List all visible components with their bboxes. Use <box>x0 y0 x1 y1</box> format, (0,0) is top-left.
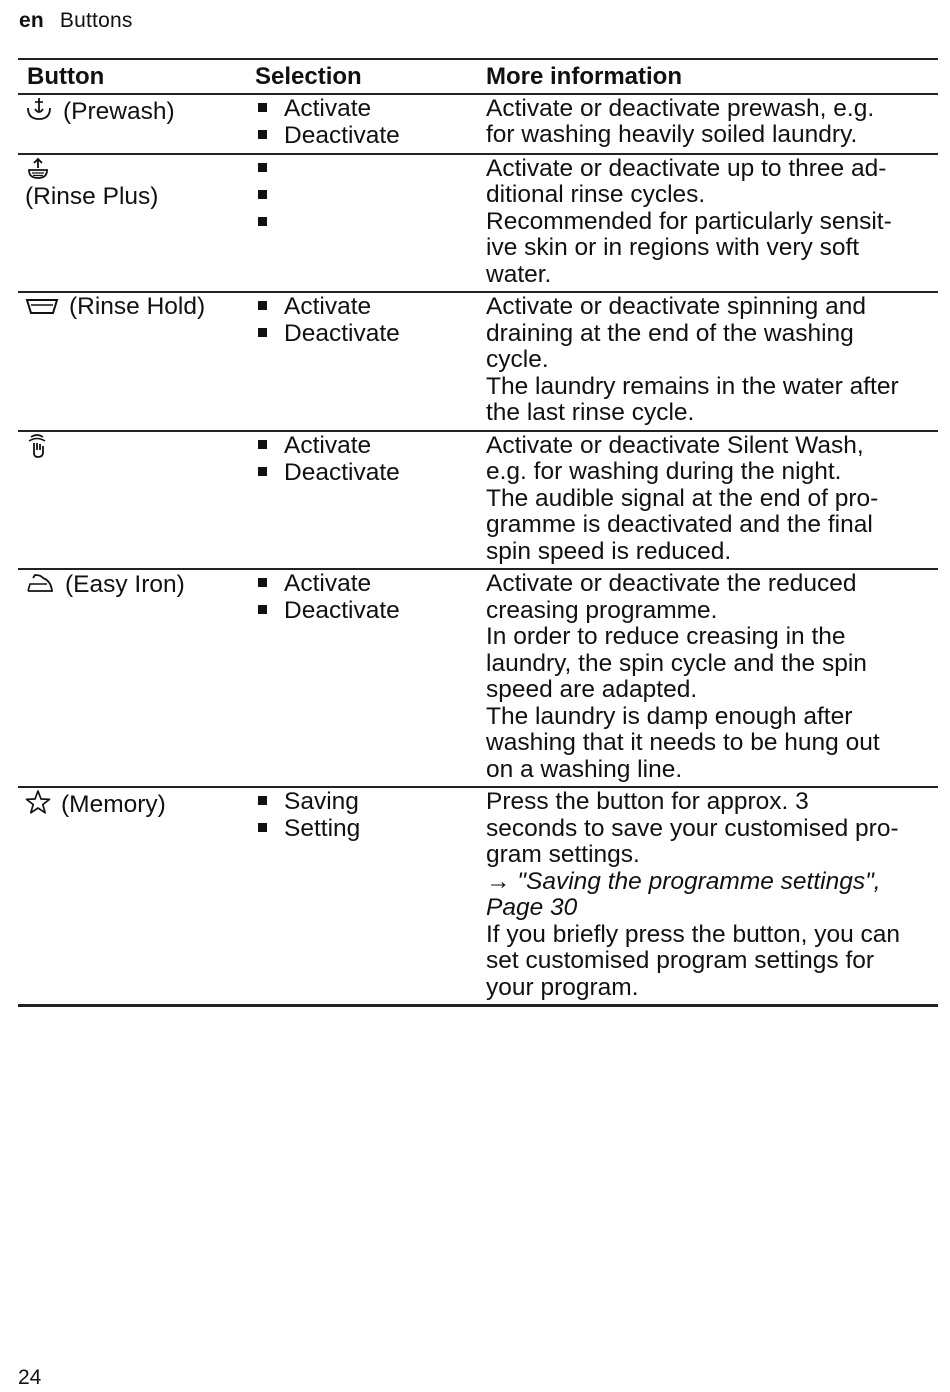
info-text-line: gramme is deactivated and the final <box>486 511 873 538</box>
selection-cell <box>248 569 478 787</box>
more-information-cell <box>478 431 938 570</box>
table-row <box>18 94 938 154</box>
selection-cell <box>248 787 478 1006</box>
bullet-icon <box>258 605 267 614</box>
info-text-line: Activate or deactivate the reduced <box>486 570 857 597</box>
selection-option-label: Deactivate <box>284 320 400 347</box>
info-text-line: Recommended for particularly sensit- <box>486 207 892 235</box>
buttons-table <box>18 58 938 1007</box>
info-text-line: water. <box>486 260 552 288</box>
selection-option-label: Saving <box>284 788 359 815</box>
selection-option <box>258 183 478 210</box>
star-icon <box>25 789 51 822</box>
bullet-icon <box>258 163 267 172</box>
selection-option-label: Activate <box>284 570 372 597</box>
cross-reference-link[interactable]: → "Saving the programme settings", <box>486 867 881 895</box>
button-cell <box>18 154 248 293</box>
cross-reference-link[interactable]: Page 30 <box>486 894 578 921</box>
more-information-cell <box>478 569 938 787</box>
column-header-button: Button <box>18 59 248 94</box>
selection-option-label: Activate <box>284 293 372 320</box>
info-text-line: Activate or deactivate Silent Wash, <box>486 431 864 459</box>
button-cell <box>18 569 248 787</box>
info-text-line: spin speed is reduced. <box>486 537 732 565</box>
selection-option <box>258 816 478 843</box>
selection-option-label: Deactivate <box>284 597 400 624</box>
selection-option <box>258 294 478 321</box>
selection-option <box>258 433 478 460</box>
info-text-line: draining at the end of the washing <box>486 319 854 347</box>
info-text-line: If you briefly press the button, you can <box>486 920 901 948</box>
info-text-line: laundry, the spin cycle and the spin <box>486 649 867 677</box>
table-row <box>18 787 938 1006</box>
table-row <box>18 569 938 787</box>
info-text-line: Press the button for approx. 3 <box>486 788 809 815</box>
info-text-line: for washing heavily soiled laundry. <box>486 121 858 148</box>
bullet-icon <box>258 190 267 199</box>
bullet-icon <box>258 130 267 139</box>
bullet-icon <box>258 578 267 587</box>
more-information-cell <box>478 154 938 293</box>
bullet-icon <box>258 796 267 805</box>
button-label: (Easy Iron) <box>65 571 185 598</box>
silent-wash-icon <box>25 433 49 466</box>
bullet-icon <box>258 823 267 832</box>
selection-option <box>258 321 478 348</box>
column-header-selection: Selection <box>248 59 478 94</box>
column-header-more-information: More information <box>478 59 938 94</box>
info-text-line: The laundry is damp enough after <box>486 702 853 730</box>
info-text-line: In order to reduce creasing in the <box>486 623 846 650</box>
button-cell <box>18 787 248 1006</box>
bullet-icon <box>258 217 267 226</box>
button-cell <box>18 94 248 154</box>
info-text-line: The laundry remains in the water after <box>486 372 899 400</box>
rinse-hold-icon <box>25 295 59 324</box>
selection-option <box>258 156 478 183</box>
selection-option <box>258 571 478 598</box>
selection-option-label: Deactivate <box>284 121 400 149</box>
page-header <box>19 9 133 33</box>
info-text-line: e.g. for washing during the night. <box>486 458 842 485</box>
language-code: en <box>19 9 44 32</box>
info-text-line: gram settings. <box>486 841 640 868</box>
page-number: 24 <box>18 1366 42 1389</box>
selection-cell <box>248 292 478 431</box>
section-title: Buttons <box>59 9 133 32</box>
prewash-icon <box>25 96 53 129</box>
button-label: (Memory) <box>61 791 166 818</box>
selection-cell <box>248 94 478 154</box>
info-text-line: Activate or deactivate prewash, e.g. <box>486 94 875 122</box>
info-text-line: speed are adapted. <box>486 676 698 703</box>
info-text-line: ditional rinse cycles. <box>486 181 706 208</box>
info-text-line: the last rinse cycle. <box>486 399 695 426</box>
info-text-line: creasing programme. <box>486 596 718 624</box>
bullet-icon <box>258 328 267 337</box>
selection-option <box>258 96 478 123</box>
info-text-line: Activate or deactivate up to three ad- <box>486 154 887 182</box>
info-text-line: seconds to save your customised pro- <box>486 814 899 842</box>
selection-option <box>258 210 478 237</box>
selection-option <box>258 789 478 816</box>
selection-option <box>258 123 478 150</box>
selection-option <box>258 598 478 625</box>
selection-option <box>258 460 478 487</box>
button-cell <box>18 292 248 431</box>
buttons-table-container <box>18 58 938 1007</box>
info-text-line: your program. <box>486 973 639 1001</box>
easy-iron-icon <box>25 571 55 602</box>
info-text-line: ive skin or in regions with very soft <box>486 234 860 261</box>
table-row <box>18 292 938 431</box>
info-text-line: cycle. <box>486 346 549 373</box>
selection-cell <box>248 431 478 570</box>
selection-option-label: Deactivate <box>284 458 400 486</box>
more-information-cell <box>478 787 938 1006</box>
selection-option-label: Activate <box>284 431 372 459</box>
info-text-line: The audible signal at the end of pro- <box>486 484 879 512</box>
info-text-line: set customised program settings for <box>486 947 875 974</box>
table-row <box>18 431 938 570</box>
bullet-icon <box>258 440 267 449</box>
bullet-icon <box>258 103 267 112</box>
button-label: (Prewash) <box>63 97 175 125</box>
selection-cell <box>248 154 478 293</box>
selection-option-label: Activate <box>284 94 372 122</box>
table-header-row <box>18 59 938 94</box>
bullet-icon <box>258 467 267 476</box>
selection-option-label: Setting <box>284 815 361 842</box>
more-information-cell <box>478 94 938 154</box>
button-label: (Rinse Hold) <box>69 293 206 320</box>
button-label: (Rinse Plus) <box>25 183 159 210</box>
info-text-line: washing that it needs to be hung out <box>486 729 880 756</box>
bullet-icon <box>258 301 267 310</box>
info-text-line: on a washing line. <box>486 755 683 783</box>
button-cell <box>18 431 248 570</box>
info-text-line: Activate or deactivate spinning and <box>486 293 866 320</box>
table-row <box>18 154 938 293</box>
more-information-cell <box>478 292 938 431</box>
